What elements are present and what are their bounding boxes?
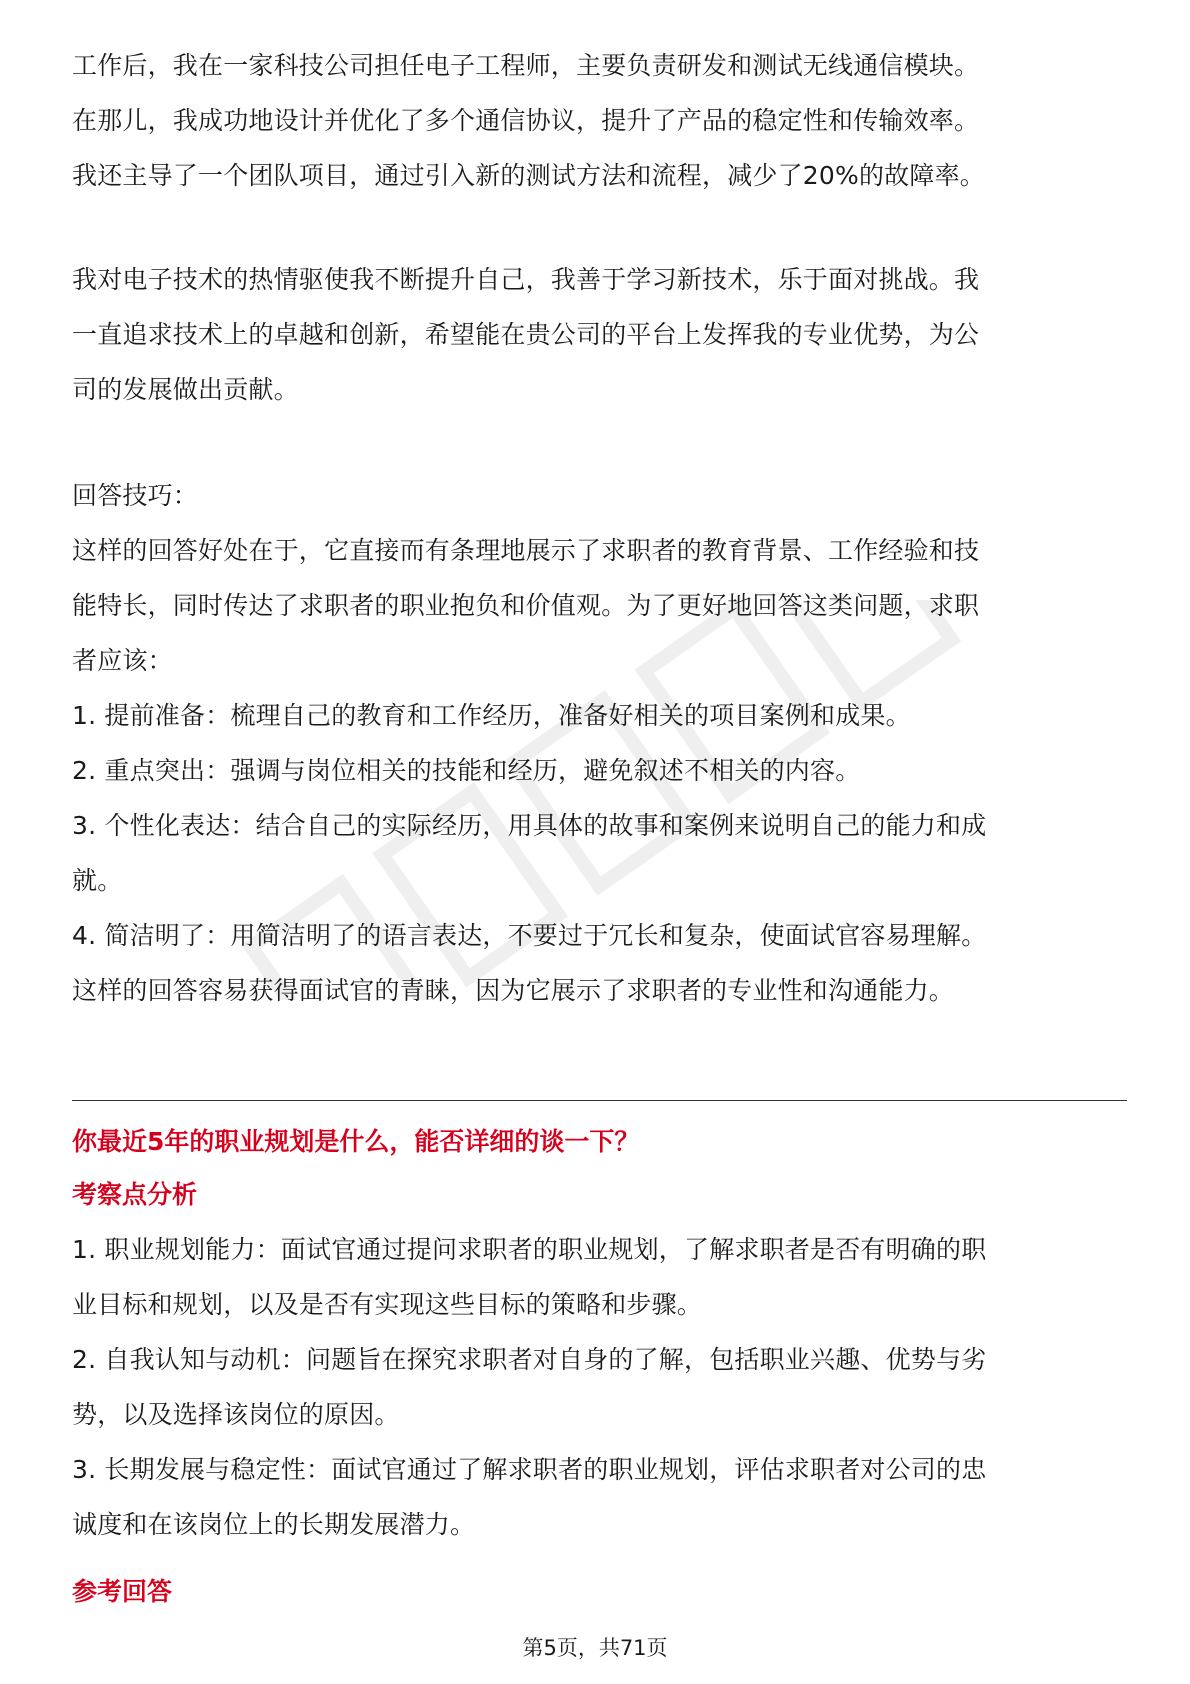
text-line: 势，以及选择该岗位的原因。 — [72, 1400, 400, 1429]
analysis-item — [72, 1332, 986, 1442]
text-line: 2. 自我认知与动机：问题旨在探究求职者对自身的了解，包括职业兴趣、优势与劣 — [72, 1345, 987, 1374]
question-section — [72, 1114, 986, 1619]
text-line: 工作后，我在一家科技公司担任电子工程师，主要负责研发和测试无线通信模块。 — [72, 51, 980, 80]
text-line: 2. 重点突出：强调与岗位相关的技能和经历，避免叙述不相关的内容。 — [72, 756, 861, 785]
text-line: 3. 长期发展与稳定性：面试官通过了解求职者的职业规划，评估求职者对公司的忠 — [72, 1455, 987, 1484]
text-line: 诚度和在该岗位上的长期发展潜力。 — [72, 1510, 476, 1539]
analysis-heading: 考察点分析 — [72, 1180, 198, 1209]
analysis-item — [72, 1442, 986, 1552]
paragraph-passion — [72, 252, 979, 417]
text-line: 1. 提前准备：梳理自己的教育和工作经历，准备好相关的项目案例和成果。 — [72, 701, 911, 730]
section-divider — [72, 1100, 1127, 1101]
text-line: 4. 简洁明了：用简洁明了的语言表达，不要过于冗长和复杂，使面试官容易理解。 — [72, 921, 987, 950]
text-line: 在那儿，我成功地设计并优化了多个通信协议，提升了产品的稳定性和传输效率。 — [72, 106, 980, 135]
text-line: 者应该： — [72, 646, 173, 675]
tips-item — [72, 798, 986, 908]
paragraph-work — [72, 38, 985, 203]
text-line: 业目标和规划，以及是否有实现这些目标的策略和步骤。 — [72, 1290, 703, 1319]
text-line: 能特长，同时传达了求职者的职业抱负和价值观。为了更好地回答这类问题，求职 — [72, 591, 980, 620]
tips-item — [72, 688, 986, 743]
tips-item — [72, 908, 986, 963]
text-line: 司的发展做出贡献。 — [72, 375, 299, 404]
tips-section — [72, 468, 986, 1018]
tips-item — [72, 743, 986, 798]
page-number: 第5页，共71页 — [522, 1636, 668, 1660]
analysis-item — [72, 1222, 986, 1332]
tips-intro — [72, 523, 986, 688]
text-line: 我还主导了一个团队项目，通过引入新的测试方法和流程，减少了20%的故障率。 — [72, 161, 985, 190]
question-title: 你最近5年的职业规划是什么，能否详细的谈一下？ — [72, 1127, 640, 1156]
reference-heading: 参考回答 — [72, 1577, 173, 1606]
text-line: 1. 职业规划能力：面试官通过提问求职者的职业规划，了解求职者是否有明确的职 — [72, 1235, 987, 1264]
text-line: 就。 — [72, 866, 123, 895]
tips-closing: 这样的回答容易获得面试官的青睐，因为它展示了求职者的专业性和沟通能力。 — [72, 976, 955, 1005]
text-line: 一直追求技术上的卓越和创新，希望能在贵公司的平台上发挥我的专业优势，为公 — [72, 320, 980, 349]
text-line: 我对电子技术的热情驱使我不断提升自己，我善于学习新技术，乐于面对挑战。我 — [72, 265, 980, 294]
text-line: 这样的回答好处在于，它直接而有条理地展示了求职者的教育背景、工作经验和技 — [72, 536, 980, 565]
tips-heading: 回答技巧： — [72, 481, 199, 510]
text-line: 3. 个性化表达：结合自己的实际经历，用具体的故事和案例来说明自己的能力和成 — [72, 811, 987, 840]
